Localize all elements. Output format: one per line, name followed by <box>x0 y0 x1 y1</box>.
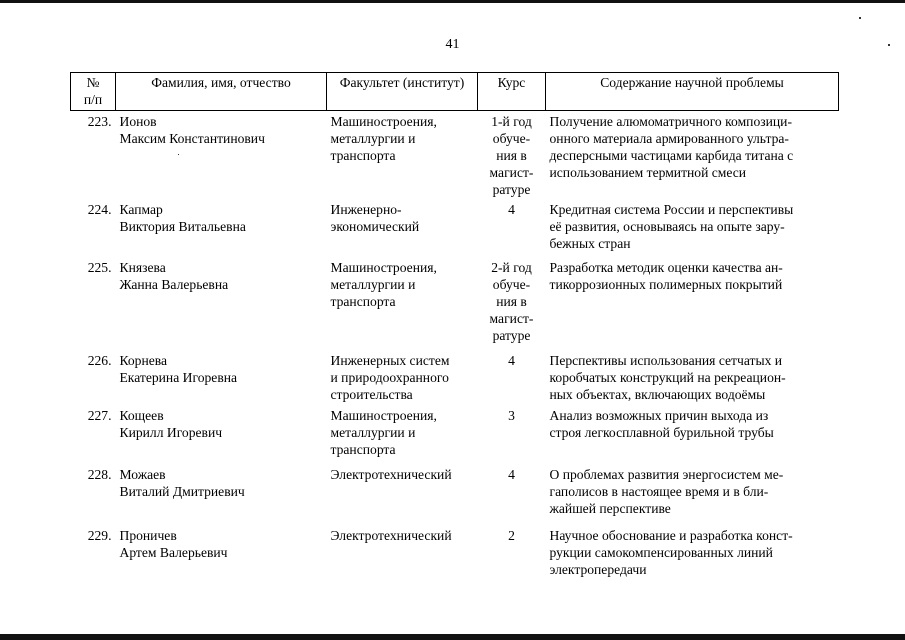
row-number: 227. <box>87 408 112 423</box>
faculty-line: экономический <box>330 219 420 234</box>
page-number: 41 <box>445 37 460 52</box>
given-names: Максим Константинович <box>119 131 265 146</box>
research-topic <box>546 527 839 578</box>
course <box>478 111 546 202</box>
surname: Проничев <box>119 528 177 543</box>
person-name <box>116 352 327 407</box>
research-topic <box>546 201 839 259</box>
faculty-line: Электротехнический <box>330 467 452 482</box>
topic-line: десперсными частицами карбида титана с <box>549 148 794 163</box>
course <box>478 527 546 578</box>
column-header-course: Курс <box>478 73 546 111</box>
topic-line: Перспективы использования сетчатых и <box>549 353 783 368</box>
research-topic <box>546 259 839 352</box>
person-name <box>116 259 327 352</box>
given-names: Екатерина Игоревна <box>119 370 238 385</box>
row-number: 225. <box>87 260 112 275</box>
topic-line: ных объектах, включающих водоёмы <box>549 387 766 402</box>
person-name <box>116 111 327 202</box>
course-line: 3 <box>508 408 515 423</box>
faculty-line: Электротехнический <box>330 528 452 543</box>
surname: Кощеев <box>119 408 164 423</box>
surname: Капмар <box>119 202 163 217</box>
course-line: магист- <box>489 165 534 180</box>
research-topic <box>546 352 839 407</box>
row-number: 228. <box>87 467 112 482</box>
course-line: 4 <box>508 353 515 368</box>
topic-line: использованием термитной смеси <box>549 165 747 180</box>
given-names: Виталий Дмитриевич <box>119 484 245 499</box>
faculty-line: Инженерных систем <box>330 353 450 368</box>
topic-line: Анализ возможных причин выхода из <box>549 408 769 423</box>
topic-line: тикоррозионных полимерных покрытий <box>549 277 783 292</box>
topic-line: коробчатых конструкций на рекреацион- <box>549 370 786 385</box>
course-line: обуче- <box>492 277 531 292</box>
row-number: 223. <box>87 114 112 129</box>
faculty-line: транспорта <box>330 442 396 457</box>
topic-line: Кредитная система России и перспективы <box>549 202 794 217</box>
person-name <box>116 407 327 466</box>
topic-line: Разработка методик оценки качества ан- <box>549 260 783 275</box>
course-line: ратуре <box>492 328 531 343</box>
topic-line: электропередачи <box>549 562 647 577</box>
faculty <box>327 201 478 259</box>
person-name <box>116 527 327 578</box>
faculty <box>327 527 478 578</box>
given-names: Артем Валерьевич <box>119 545 228 560</box>
faculty-line: металлургии и <box>330 425 416 440</box>
topic-line: бежных стран <box>549 236 631 251</box>
research-topic <box>546 466 839 527</box>
faculty <box>327 352 478 407</box>
course <box>478 466 546 527</box>
topic-line: рукции самокомпенсированных линий <box>549 545 773 560</box>
given-names: Кирилл Игоревич <box>119 425 223 440</box>
row-number: 226. <box>87 353 112 368</box>
scan-top-edge <box>0 0 905 3</box>
table-row <box>71 407 839 466</box>
course <box>478 201 546 259</box>
table-row <box>71 466 839 527</box>
table-row <box>71 527 839 578</box>
course-line: 2 <box>508 528 515 543</box>
person-name <box>116 466 327 527</box>
table-header-row <box>71 73 839 111</box>
research-topic <box>546 407 839 466</box>
course-line: ния в <box>496 294 527 309</box>
faculty <box>327 259 478 352</box>
row-number: 224. <box>87 202 112 217</box>
course-line: 4 <box>508 202 515 217</box>
given-names: Виктория Витальевна <box>119 219 246 234</box>
course <box>478 407 546 466</box>
faculty-line: Машиностроения, <box>330 408 437 423</box>
topic-line: О проблемах развития энергосистем ме- <box>549 467 784 482</box>
faculty-line: и природоохранного <box>330 370 449 385</box>
faculty-line: транспорта <box>330 148 396 163</box>
column-header-number: № п/п <box>71 73 116 111</box>
surname: Можаев <box>119 467 166 482</box>
surname: Ионов <box>119 114 157 129</box>
course <box>478 259 546 352</box>
course-line: обуче- <box>492 131 531 146</box>
course-line: 4 <box>508 467 515 482</box>
table-row <box>71 259 839 352</box>
topic-line: жайшей перспективе <box>549 501 671 516</box>
participants-table <box>70 72 839 578</box>
column-header-faculty: Факультет (институт) <box>327 73 478 111</box>
given-names: Жанна Валерьевна <box>119 277 229 292</box>
row-number: 229. <box>87 528 112 543</box>
topic-line: Получение алюмоматричного композици- <box>549 114 792 129</box>
course-line: магист- <box>489 311 534 326</box>
faculty-line: транспорта <box>330 294 396 309</box>
topic-line: гаполисов в настоящее время и в бли- <box>549 484 769 499</box>
topic-line: онного материала армированного ультра- <box>549 131 789 146</box>
surname: Князева <box>119 260 166 275</box>
faculty <box>327 111 478 202</box>
faculty-line: металлургии и <box>330 277 416 292</box>
surname: Корнева <box>119 353 168 368</box>
topic-line: Научное обоснование и разработка конст- <box>549 528 793 543</box>
faculty <box>327 407 478 466</box>
table-row <box>71 352 839 407</box>
scan-bottom-edge <box>0 634 905 640</box>
faculty-line: металлургии и <box>330 131 416 146</box>
topic-line: строя легкосплавной бурильной трубы <box>549 425 774 440</box>
course <box>478 352 546 407</box>
table-row <box>71 201 839 259</box>
topic-line: её развития, основываясь на опыте зару- <box>549 219 785 234</box>
course-line: 1-й год <box>491 114 532 129</box>
faculty <box>327 466 478 527</box>
person-name <box>116 201 327 259</box>
column-header-topic: Содержание научной проблемы <box>546 73 839 111</box>
column-header-name: Фамилия, имя, отчество <box>116 73 327 111</box>
faculty-line: Инженерно- <box>330 202 402 217</box>
faculty-line: Машиностроения, <box>330 114 437 129</box>
faculty-line: строительства <box>330 387 413 402</box>
faculty-line: Машиностроения, <box>330 260 437 275</box>
course-line: ратуре <box>492 182 531 197</box>
course-line: ния в <box>496 148 527 163</box>
scan-speck <box>859 17 861 19</box>
course-line: 2-й год <box>491 260 532 275</box>
table-row <box>71 111 839 202</box>
research-topic <box>546 111 839 202</box>
